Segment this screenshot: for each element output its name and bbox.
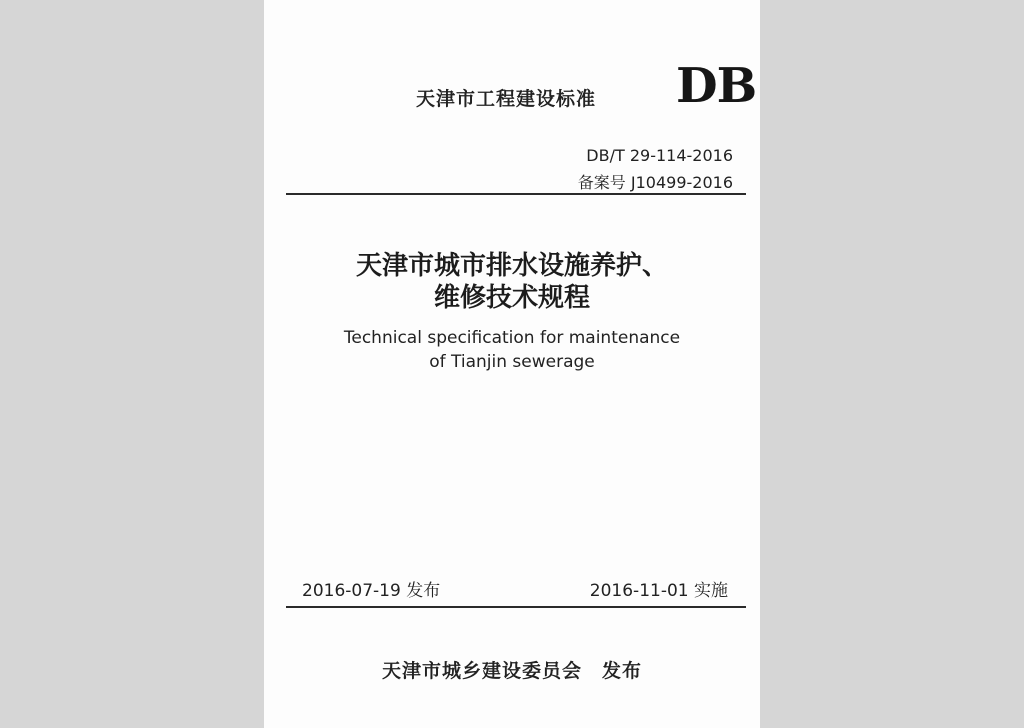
english-title-line-1: Technical specification for maintenance [343, 328, 681, 348]
standard-number: DB/T 29-114-2016 [586, 146, 733, 165]
document-cover-page [264, 0, 760, 728]
record-number: 备案号 J10499-2016 [577, 173, 733, 192]
chinese-title-line-1: 天津市城市排水设施养护、 [355, 251, 668, 281]
issue-date: 2016-07-19 发布 [302, 581, 441, 601]
chinese-title [264, 250, 760, 314]
publisher: 天津市城乡建设委员会 发布 [381, 660, 642, 682]
top-divider [286, 193, 746, 195]
english-title [264, 326, 760, 374]
english-title-line-2: of Tianjin sewerage [429, 352, 595, 372]
db-logo: DB [676, 58, 757, 114]
implementation-date: 2016-11-01 实施 [589, 581, 728, 601]
chinese-title-line-2: 维修技术规程 [433, 283, 590, 313]
bottom-divider [286, 606, 746, 608]
standard-series-label: 天津市工程建设标准 [416, 88, 597, 110]
